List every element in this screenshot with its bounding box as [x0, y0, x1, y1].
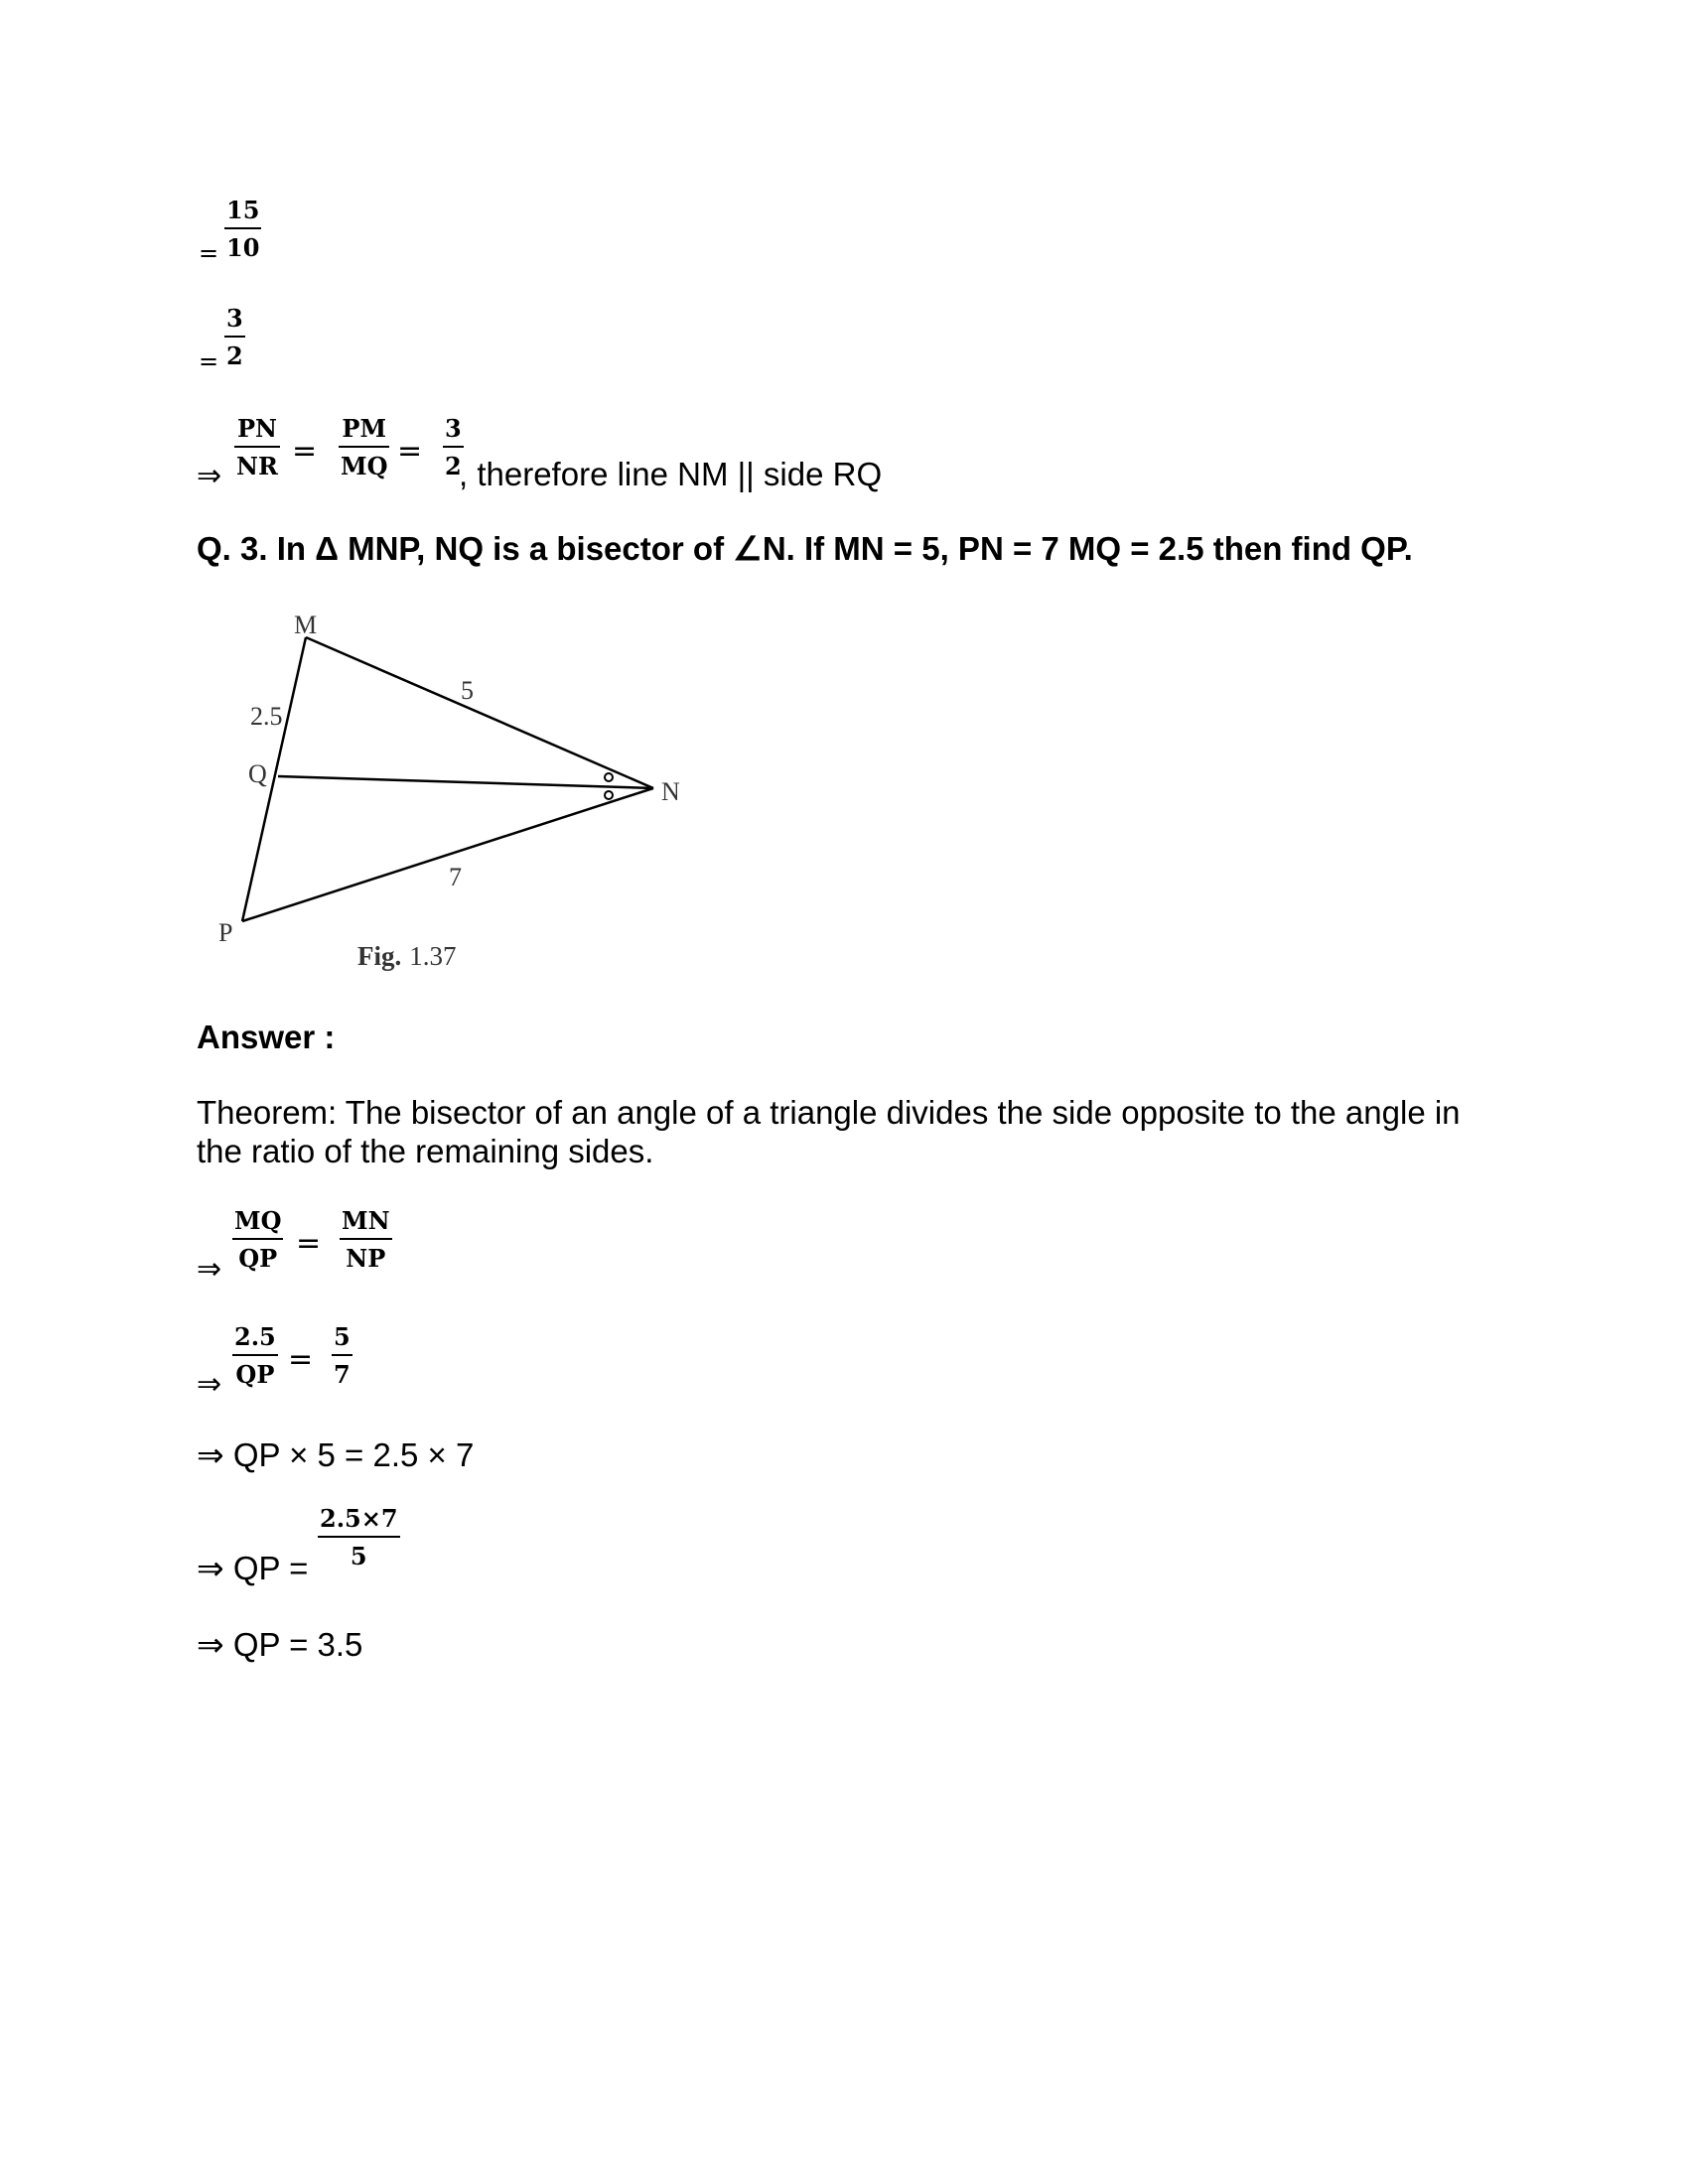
fraction-15-10: [224, 197, 261, 262]
theorem-line-1: Theorem: The bisector of an angle of a triangle divides the side opposite to the angle in: [197, 1094, 1461, 1131]
fraction-5-7: [332, 1323, 352, 1389]
theorem-line-2: the ratio of the remaining sides.: [197, 1133, 654, 1169]
fraction-3-2: [224, 305, 245, 370]
numerator: 3: [445, 414, 462, 443]
figure-caption: [357, 941, 457, 971]
denominator: QP: [238, 1244, 278, 1273]
denominator: 5: [350, 1542, 367, 1570]
denominator: NR: [236, 452, 278, 480]
angle-mark-upper: [605, 773, 613, 781]
denominator: NP: [346, 1244, 386, 1273]
equals-sign: =: [292, 434, 318, 469]
numerator: MQ: [234, 1206, 282, 1235]
vertex-label-p: P: [218, 918, 233, 947]
vertex-label-q: Q: [248, 759, 267, 788]
equals-sign: =: [199, 347, 219, 375]
numerator: 2.5×7: [320, 1504, 398, 1533]
denominator: 2: [445, 452, 462, 480]
answer-step-5: ⇒ QP = 3.5: [197, 1626, 363, 1663]
fraction-pm-mq: [339, 415, 389, 480]
conclusion-text: , therefore line NM || side RQ: [459, 456, 883, 492]
implies-arrow: ⇒: [197, 459, 222, 493]
equals-sign: =: [296, 1226, 322, 1261]
vertex-label-n: N: [661, 777, 680, 806]
fraction-pn-nr: [234, 415, 280, 480]
vertex-label-m: M: [294, 611, 318, 639]
side-pn: [242, 788, 653, 921]
numerator: MN: [342, 1206, 390, 1235]
figure-caption-label: Fig.: [357, 941, 402, 971]
fraction-2-5x7-over-5: [318, 1505, 400, 1570]
bisector-nq: [278, 776, 653, 788]
denominator: 2: [226, 341, 243, 370]
answer-heading: Answer :: [197, 1019, 336, 1055]
side-mn: [306, 637, 653, 788]
numerator: 2.5: [234, 1322, 276, 1351]
length-label-pn: 7: [449, 863, 462, 891]
fraction-mq-qp: [232, 1207, 283, 1273]
numerator: PM: [342, 414, 387, 443]
denominator: MQ: [341, 452, 388, 480]
step-4-prefix: ⇒ QP =: [197, 1550, 309, 1586]
answer-step-3: ⇒ QP × 5 = 2.5 × 7: [197, 1436, 475, 1473]
angle-mark-lower: [605, 791, 613, 799]
equals-sign: =: [199, 239, 219, 267]
length-label-mq: 2.5: [250, 702, 283, 731]
numerator: PN: [236, 414, 277, 443]
figure-caption-number: 1.37: [409, 941, 457, 971]
fraction-2-5-qp: [232, 1323, 278, 1389]
denominator: 10: [226, 233, 260, 262]
numerator: 15: [226, 196, 260, 224]
question-heading: Q. 3. In Δ MNP, NQ is a bisector of ∠N. If MN = 5, PN = 7 MQ = 2.5 then find QP.: [197, 530, 1413, 567]
implies-arrow: ⇒: [197, 1367, 222, 1402]
denominator: QP: [235, 1360, 275, 1389]
implies-arrow: ⇒: [197, 1252, 222, 1287]
numerator: 3: [226, 304, 243, 333]
fraction-mn-np: [340, 1207, 392, 1273]
denominator: 7: [334, 1360, 351, 1389]
equals-sign: =: [397, 434, 423, 469]
numerator: 5: [334, 1322, 351, 1351]
triangle-figure: [199, 606, 715, 983]
length-label-mn: 5: [461, 676, 474, 705]
equals-sign: =: [288, 1342, 314, 1377]
